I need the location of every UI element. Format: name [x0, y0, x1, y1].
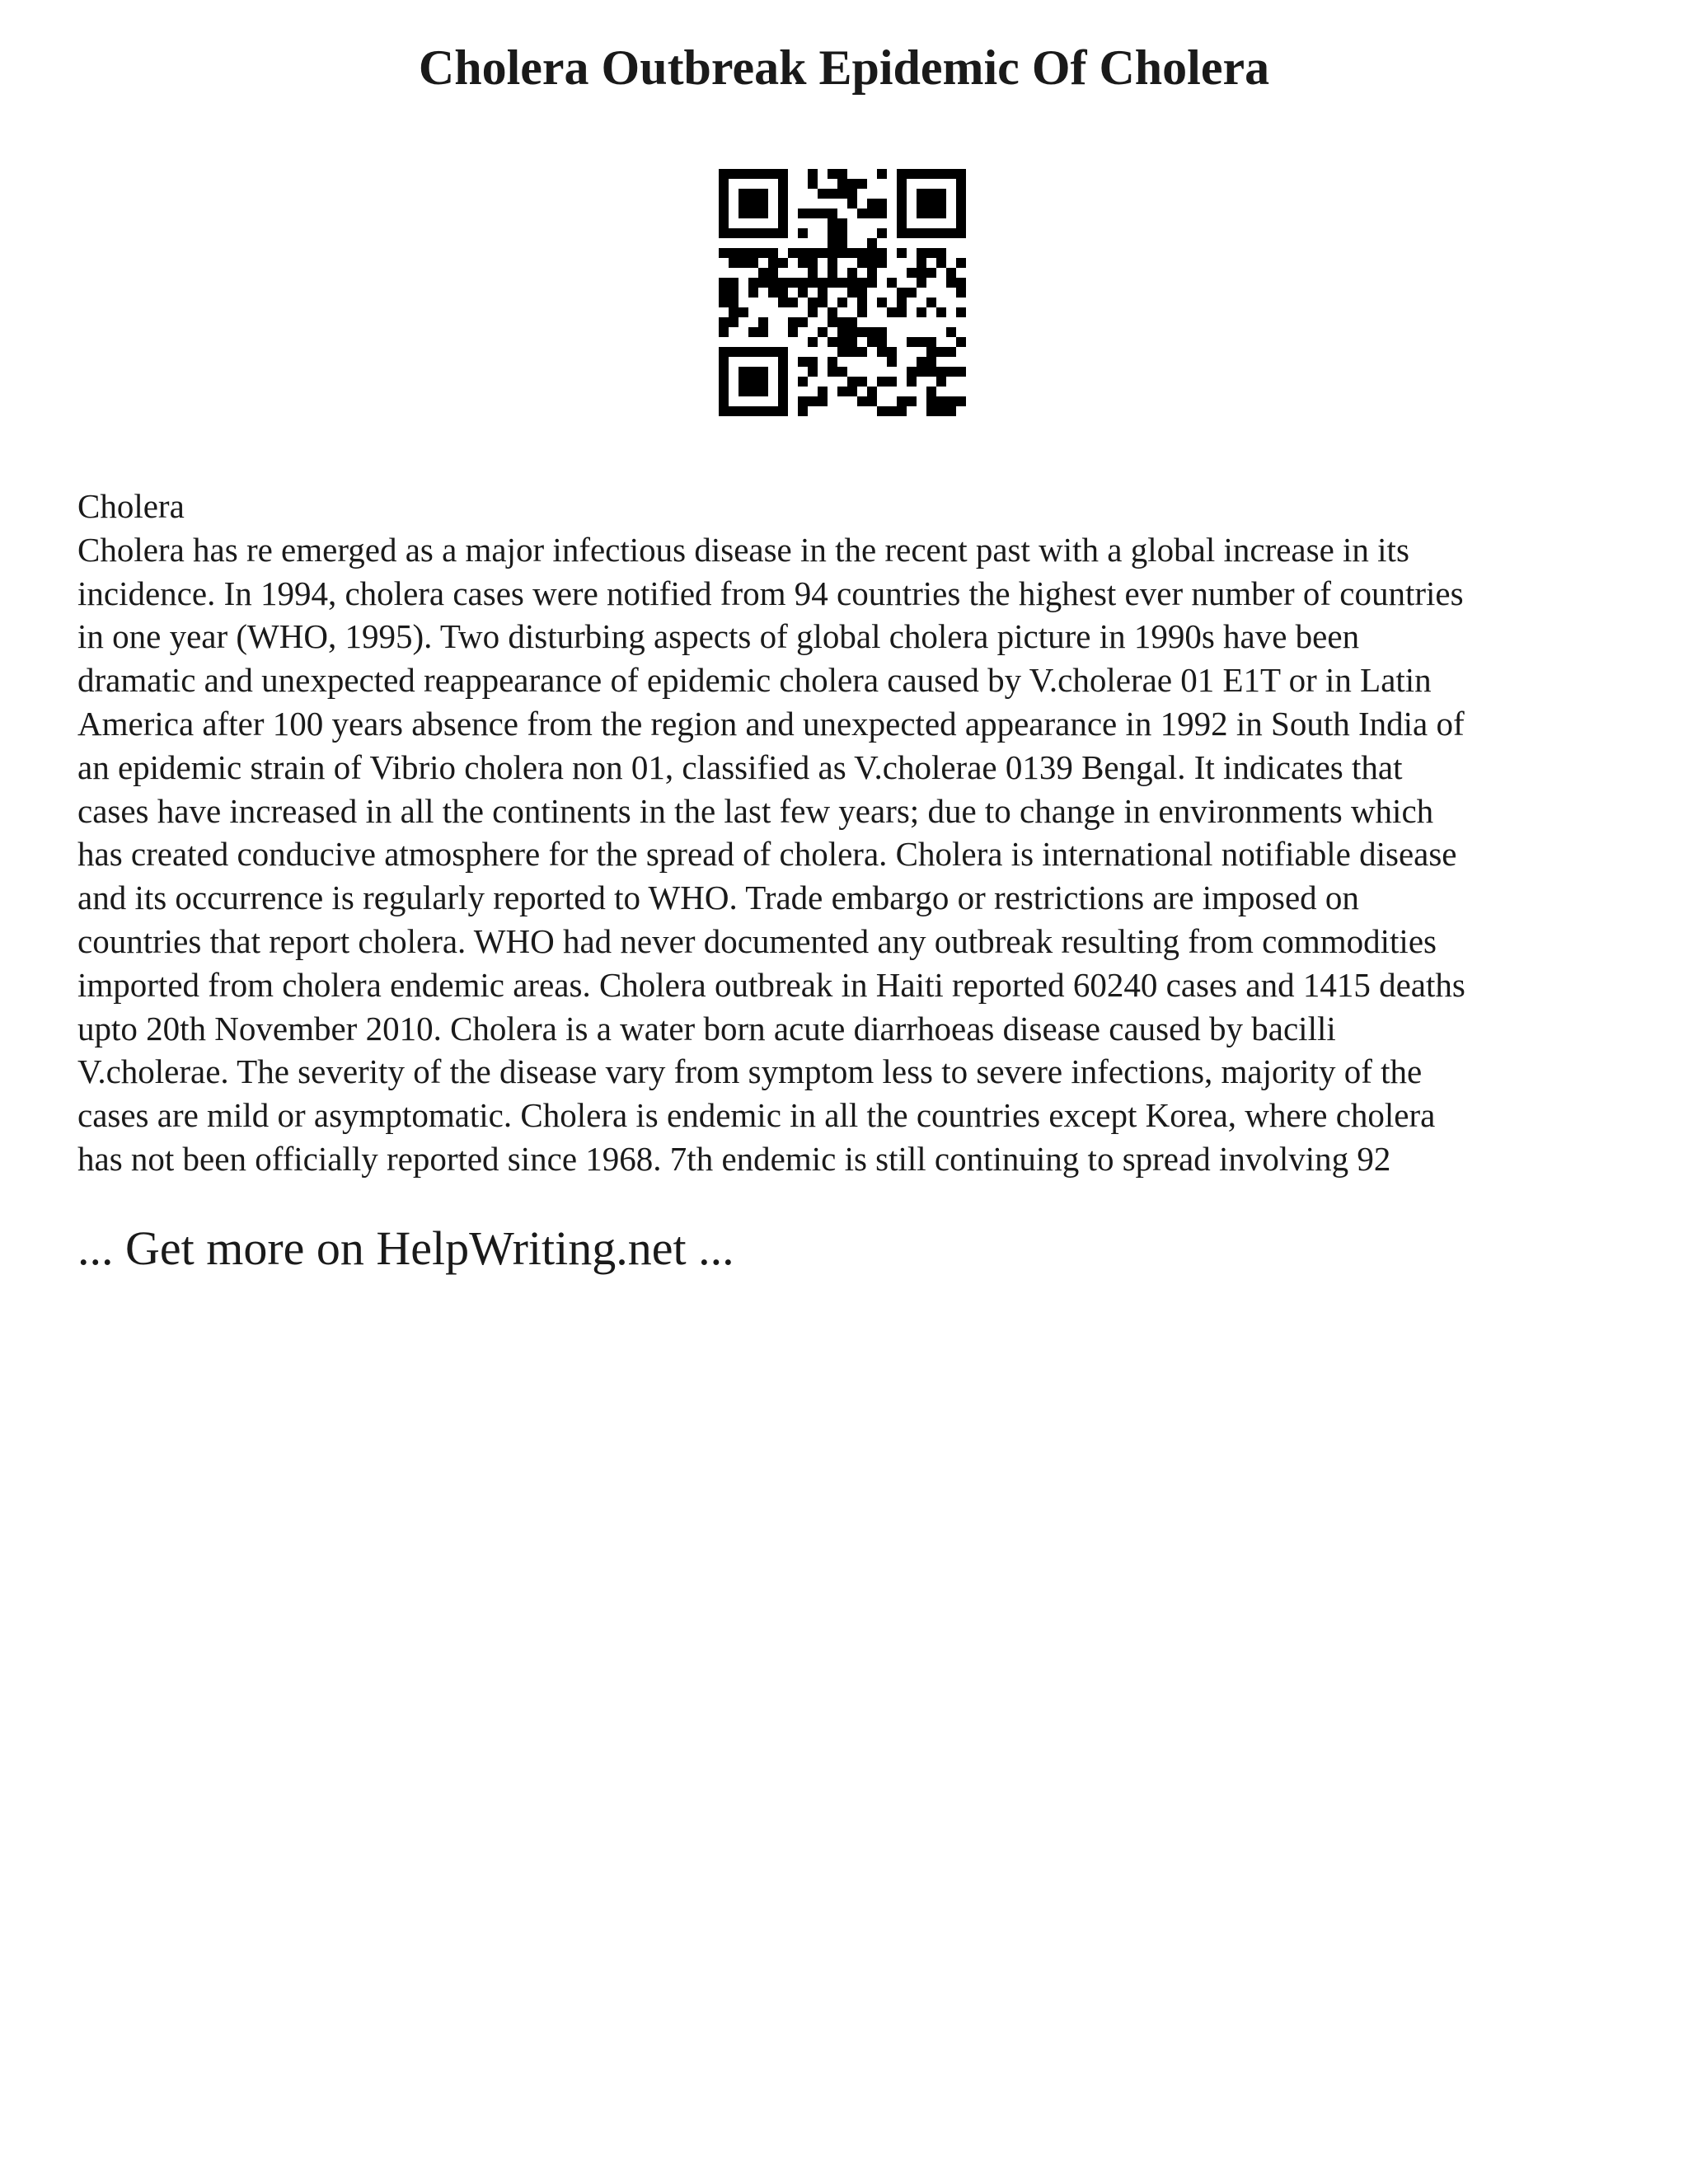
body-line: in one year (WHO, 1995). Two disturbing aspects of global cholera picture in 1990s have been [77, 617, 1360, 656]
body-line: and its occurrence is regularly reported to WHO. Trade embargo or restrictions are imposed on [77, 879, 1359, 917]
get-more-link[interactable]: ... Get more on HelpWriting.net ... [77, 1221, 734, 1275]
body-line: an epidemic strain of Vibrio cholera non 01, classified as V.cholerae 0139 Bengal. It indicates that [77, 748, 1403, 786]
body-line: upto 20th November 2010. Cholera is a water born acute diarrhoeas disease caused by bacilli [77, 1009, 1336, 1047]
qr-code-graphic [719, 169, 966, 416]
section-heading: Cholera [77, 487, 185, 525]
body-line: cases have increased in all the continents in the last few years; due to change in environments which [77, 791, 1434, 830]
body-line: America after 100 years absence from the region and unexpected appearance in 1992 in South India of [77, 704, 1465, 743]
body-paragraph [77, 528, 1643, 1181]
body-line: dramatic and unexpected reappearance of epidemic cholera caused by V.cholerae 01 E1T or in Latin [77, 661, 1432, 700]
body-line: V.cholerae. The severity of the disease vary from symptom less to severe infections, majority of the [77, 1052, 1423, 1091]
page-title: Cholera Outbreak Epidemic Of Cholera [418, 40, 1270, 95]
body-line: has not been officially reported since 1968. 7th endemic is still continuing to spread involving 92 [77, 1139, 1391, 1178]
body-line: countries that report cholera. WHO had never documented any outbreak resulting from commodities [77, 921, 1437, 960]
article-body [77, 485, 1643, 1181]
qr-code-icon[interactable] [719, 169, 966, 416]
body-line: has created conducive atmosphere for the spread of cholera. Cholera is international notifiable disease [77, 835, 1457, 874]
body-line: incidence. In 1994, cholera cases were notified from 94 countries the highest ever number of countries [77, 574, 1464, 612]
body-line: cases are mild or asymptomatic. Cholera is endemic in all the countries except Korea, where cholera [77, 1096, 1436, 1135]
body-line: Cholera has re emerged as a major infectious disease in the recent past with a global increase in its [77, 530, 1409, 569]
body-line: imported from cholera endemic areas. Cholera outbreak in Haiti reported 60240 cases and 1415 deaths [77, 965, 1465, 1004]
